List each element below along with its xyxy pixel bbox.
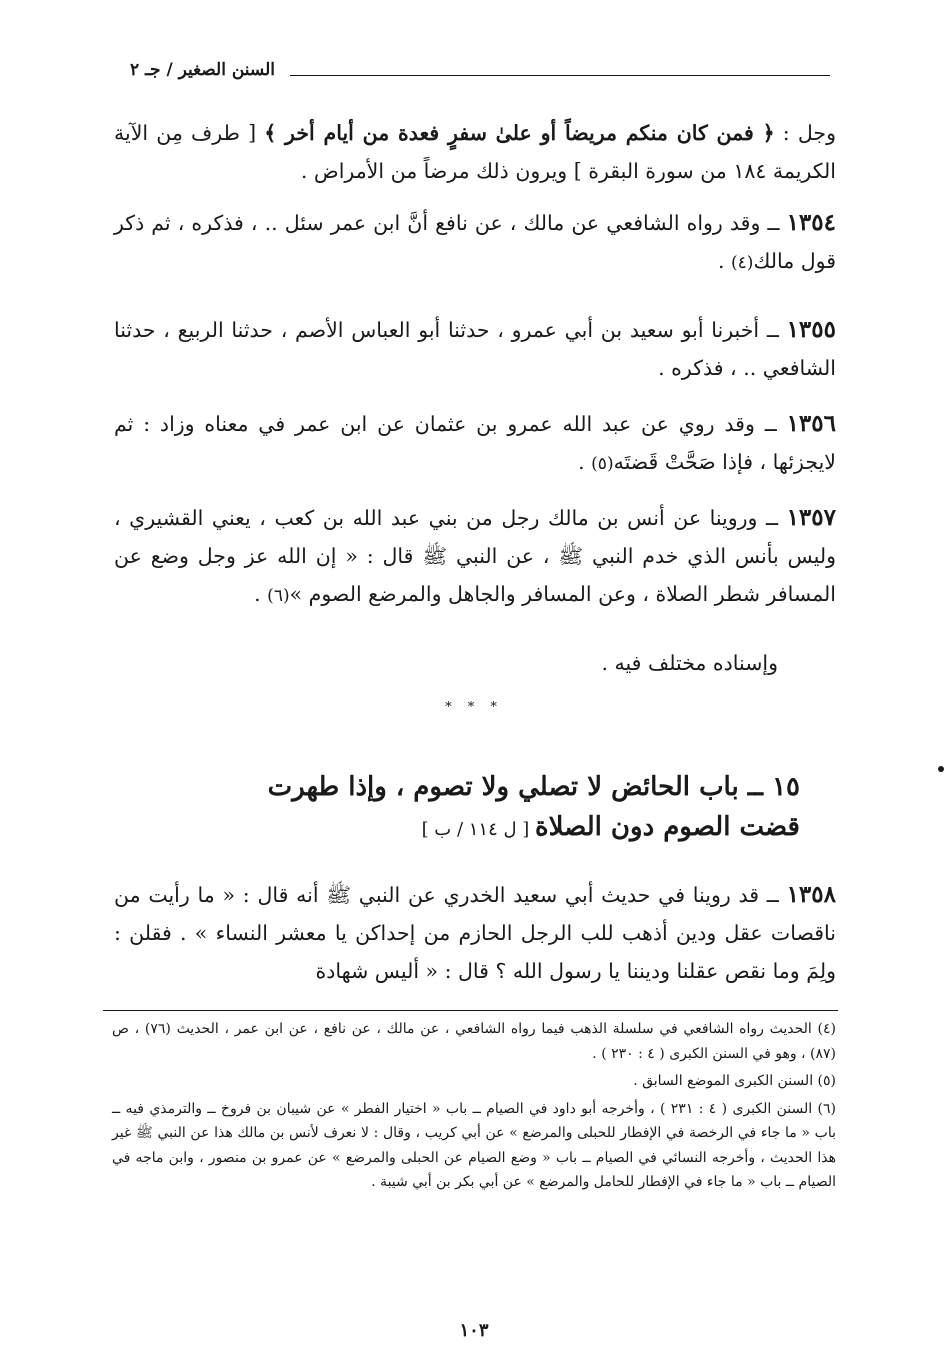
hadith-text: ــ وقد روي عن عبد الله عمرو بن عثمان عن ابن عمر في معناه وزاد : ثم لايجزئها ، فإذا صَحَّتْ قَضتَه xyxy=(114,412,836,474)
header-rule xyxy=(290,75,830,76)
hadith-1358 xyxy=(114,876,836,990)
footnote-ref: (٥) xyxy=(591,454,614,474)
chapter-heading xyxy=(240,767,800,850)
page-number: ١٠٣ xyxy=(459,1320,489,1341)
hadith-1354 xyxy=(114,204,836,282)
quran-quote: ﴿ فمن كان منكم مريضاً أو علىٰ سفرٍ فعدة من أيام أخر ﴾ xyxy=(264,121,775,145)
footnote-ref: (٦) xyxy=(267,586,290,606)
running-header xyxy=(115,60,830,90)
hadith-1355 xyxy=(114,311,836,387)
paragraph-end: . xyxy=(254,582,268,606)
hadith-1357 xyxy=(114,499,836,615)
footnote: (٦) السنن الكبرى ( ٤ : ٢٣١ ) ، وأخرجه أبو داود في الصيام ــ باب « اختيار الفطر » عن شيبان بن فروخ ــ والترمذي فيه ــ باب « ما جاء في الرخصة في الإفطار للحبلى والمرضع » عن أبي كريب ، وقال : لا نعرف لأنس بن مالك هذا عن النبي ﷺ غير هذا الحديث ، وأخرجه النسائي في الصيام ــ باب « وضع الصيام عن الحبلى والمرضع » عن عمرو بن منصور ، وابن ماجه في الصيام ــ باب « ما جاء في الإفطار للحامل والمرضع » عن أبي بكر بن أبي شيبة . xyxy=(112,1100,837,1190)
footnote-ref: (٤) xyxy=(731,253,754,273)
chapter-number: ١٥ xyxy=(772,772,800,802)
paragraph-continuation xyxy=(114,114,836,190)
manuscript-ref: [ ل ١١٤ / ب ] xyxy=(421,819,536,840)
hadith-number: ١٣٥٥ xyxy=(786,316,836,343)
hadith-text: ــ وقد رواه الشافعي عن مالك ، عن نافع أنَّ ابن عمر سئل .. ، فذكره ، ثم ذكر قول مالك xyxy=(114,211,836,273)
hadith-number: ١٣٥٧ xyxy=(786,504,836,531)
hadith-number: ١٣٥٤ xyxy=(786,209,836,236)
isnad-note: وإسناده مختلف فيه . xyxy=(601,651,778,675)
running-title: السنن الصغير / جـ ٢ xyxy=(129,60,275,80)
footnotes xyxy=(112,1017,836,1198)
hadith-number: ١٣٥٨ xyxy=(786,881,836,908)
hadith-text: ــ وروينا عن أنس بن مالك رجل من بني عبد الله بن كعب ، يعني القشيري ، وليس بأنس الذي خدم النبي ﷺ ، عن النبي ﷺ قال : « إن الله عز وجل وضع عن المسافر شطر الصلاة ، وعن المسافر والجاهل والمرضع الصوم » xyxy=(114,506,836,606)
footnote: (٤) الحديث رواه الشافعي في سلسلة الذهب فيما رواه الشافعي ، عن مالك ، عن نافع ، عن ابن عمر ، الحديث (٧٦) ، ص (٨٧) ، وهو في السنن الكبرى ( ٤ : ٢٣٠ ) . xyxy=(112,1021,836,1062)
paragraph-lead: وجل : xyxy=(774,121,836,145)
margin-dot xyxy=(938,766,944,772)
paragraph-end: . xyxy=(717,249,732,273)
paragraph-end: . xyxy=(578,450,592,474)
chapter-title: ــ باب الحائض لا تصلي ولا تصوم ، وإذا طهرت قضت الصوم دون الصلاة xyxy=(267,772,800,842)
paragraph-tail: [ طرف مِن الآية الكريمة ١٨٤ من سورة البقرة ] ويرون ذلك مرضاً من الأمراض . xyxy=(114,121,836,183)
footnote: (٥) السنن الكبرى الموضع السابق . xyxy=(633,1073,836,1089)
hadith-number: ١٣٥٦ xyxy=(786,410,836,437)
section-separator: * * * xyxy=(445,700,503,715)
hadith-1356 xyxy=(114,405,836,483)
hadith-text: ــ أخبرنا أبو سعيد بن أبي عمرو ، حدثنا أبو العباس الأصم ، حدثنا الربيع ، حدثنا الشافعي .. ، فذكره . xyxy=(114,318,836,380)
footnote-rule xyxy=(103,1010,838,1011)
hadith-text: ــ قد روينا في حديث أبي سعيد الخدري عن النبي ﷺ أنه قال : « ما رأيت من ناقصات عقل ودين أذهب للب الرجل الحازم من إحداكن يا معشر النساء » . فقلن : ولِمَ وما نقص عقلنا وديننا يا رسول الله ؟ قال : « أليس شهادة xyxy=(114,883,836,983)
